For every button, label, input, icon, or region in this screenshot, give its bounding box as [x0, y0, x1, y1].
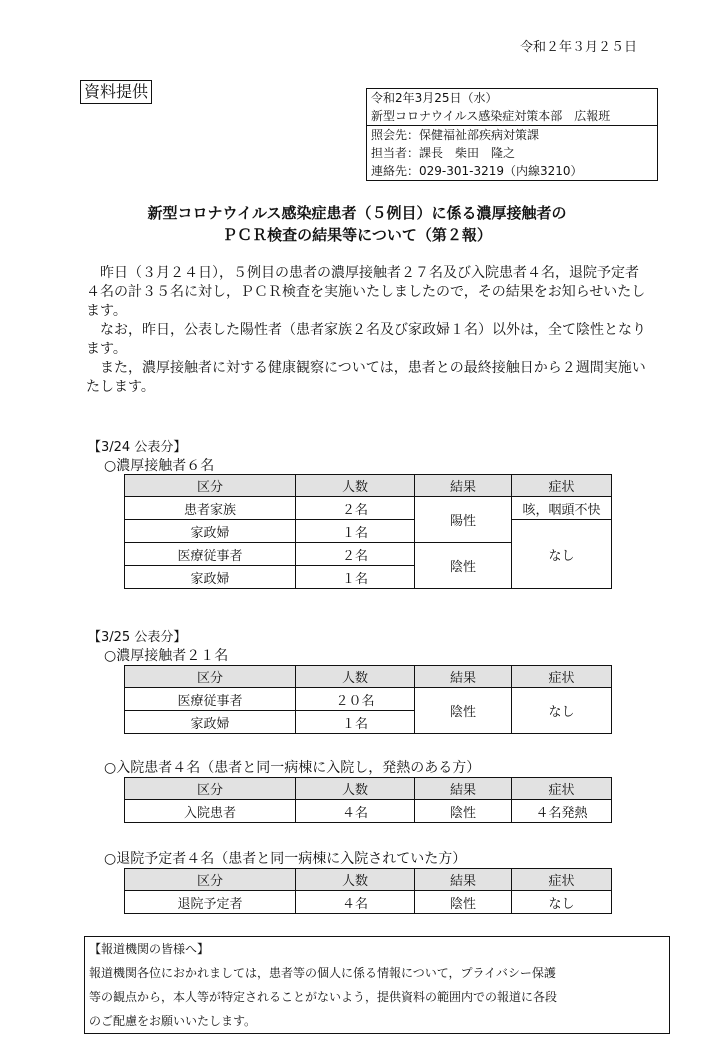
- body-text: [86, 264, 646, 397]
- header-cell: 症状: [512, 666, 612, 688]
- table-row: [125, 497, 612, 520]
- paragraph: また，濃厚接触者に対する健康観察については，患者との最終接触日から２週間実施いたします。: [86, 360, 646, 395]
- section-heading: 【3/25 公表分】: [88, 630, 187, 645]
- table-header-row: [125, 778, 612, 800]
- paragraph: なお，昨日，公表した陽性者（患者家族２名及び家政婦１名）以外は，全て陰性となります。: [86, 322, 646, 357]
- cell: １名: [296, 566, 415, 589]
- contacts-table-0325: [124, 665, 612, 734]
- header-cell: 人数: [296, 869, 415, 891]
- table-header-row: [125, 869, 612, 891]
- notice-line: 等の観点から，本人等が特定されることがないよう，提供資料の範囲内での報道に各段: [89, 990, 558, 1004]
- header-cell: 症状: [512, 475, 612, 497]
- release-date: 令和２年３月２５日: [520, 40, 638, 55]
- cell: なし: [512, 688, 612, 734]
- info-date: 令和2年3月25日（水）: [371, 91, 498, 105]
- info-phone: 連絡先：029-301-3219（内線3210）: [371, 164, 583, 178]
- notice-heading: 【報道機関の皆様へ】: [89, 942, 210, 956]
- table-header-row: [125, 475, 612, 497]
- press-notice-box: [84, 936, 670, 1034]
- table-row: [125, 520, 612, 543]
- header-cell: 結果: [415, 778, 512, 800]
- info-department: 新型コロナウイルス感染症対策本部 広報班: [367, 107, 657, 126]
- cell: 陽性: [415, 497, 512, 543]
- page-title-line-1: 新型コロナウイルス感染症患者（５例目）に係る濃厚接触者の: [147, 204, 567, 222]
- header-cell: 症状: [512, 778, 612, 800]
- cell: なし: [512, 520, 612, 589]
- header-cell: 人数: [296, 475, 415, 497]
- notice-line: 報道機関各位におかれましては，患者等の個人に係る情報について，プライバシー保護: [89, 966, 556, 980]
- cell: ２名: [296, 497, 415, 520]
- contacts-table-0324: [124, 474, 612, 589]
- header-cell: 区分: [125, 869, 296, 891]
- cell: ２名: [296, 543, 415, 566]
- table-row: [125, 688, 612, 711]
- header-cell: 結果: [415, 869, 512, 891]
- header-cell: 区分: [125, 666, 296, 688]
- info-person: 担当者：課長 柴田 隆之: [371, 146, 516, 160]
- cell: １名: [296, 711, 415, 734]
- cell: なし: [512, 891, 612, 914]
- contact-info-box: [366, 88, 658, 181]
- notice-line: のご配慮をお願いいたします。: [89, 1014, 257, 1028]
- document-label: 資料提供: [80, 80, 152, 104]
- header-cell: 人数: [296, 666, 415, 688]
- cell: 医療従事者: [125, 543, 296, 566]
- cell: 咳，咽頭不快: [512, 497, 612, 520]
- section-subheading: ○入院患者４名（患者と同一病棟に入院し，発熱のある方）: [104, 760, 481, 776]
- cell: ２０名: [296, 688, 415, 711]
- cell: １名: [296, 520, 415, 543]
- cell: ４名発熱: [512, 800, 612, 823]
- cell: 陰性: [415, 891, 512, 914]
- section-subheading: ○濃厚接触者２１名: [104, 648, 229, 664]
- table-header-row: [125, 666, 612, 688]
- info-inquiry: 照会先：保健福祉部疾病対策課: [371, 128, 540, 142]
- cell: 患者家族: [125, 497, 296, 520]
- cell: 医療従事者: [125, 688, 296, 711]
- cell: 家政婦: [125, 711, 296, 734]
- section-subheading: ○濃厚接触者６名: [104, 458, 215, 474]
- cell: 陰性: [415, 688, 512, 734]
- table-row: [125, 800, 612, 823]
- header-cell: 区分: [125, 778, 296, 800]
- cell: 家政婦: [125, 566, 296, 589]
- table-row: [125, 891, 612, 914]
- cell: ４名: [296, 891, 415, 914]
- header-cell: 症状: [512, 869, 612, 891]
- cell: 退院予定者: [125, 891, 296, 914]
- cell: ４名: [296, 800, 415, 823]
- header-cell: 結果: [415, 666, 512, 688]
- header-cell: 区分: [125, 475, 296, 497]
- section-heading: 【3/24 公表分】: [88, 440, 187, 455]
- cell: 陰性: [415, 800, 512, 823]
- discharge-table: [124, 868, 612, 914]
- page-title-line-2: ＰＣＲ検査の結果等について（第２報）: [222, 226, 492, 244]
- paragraph: 昨日（３月２４日），５例目の患者の濃厚接触者２７名及び入院患者４名，退院予定者４名の計３５名に対し，ＰＣＲ検査を実施いたしましたので，その結果をお知らせいたします。: [86, 265, 646, 319]
- cell: 入院患者: [125, 800, 296, 823]
- header-cell: 人数: [296, 778, 415, 800]
- header-cell: 結果: [415, 475, 512, 497]
- cell: 家政婦: [125, 520, 296, 543]
- cell: 陰性: [415, 543, 512, 589]
- section-subheading: ○退院予定者４名（患者と同一病棟に入院されていた方）: [104, 851, 467, 867]
- inpatients-table: [124, 777, 612, 823]
